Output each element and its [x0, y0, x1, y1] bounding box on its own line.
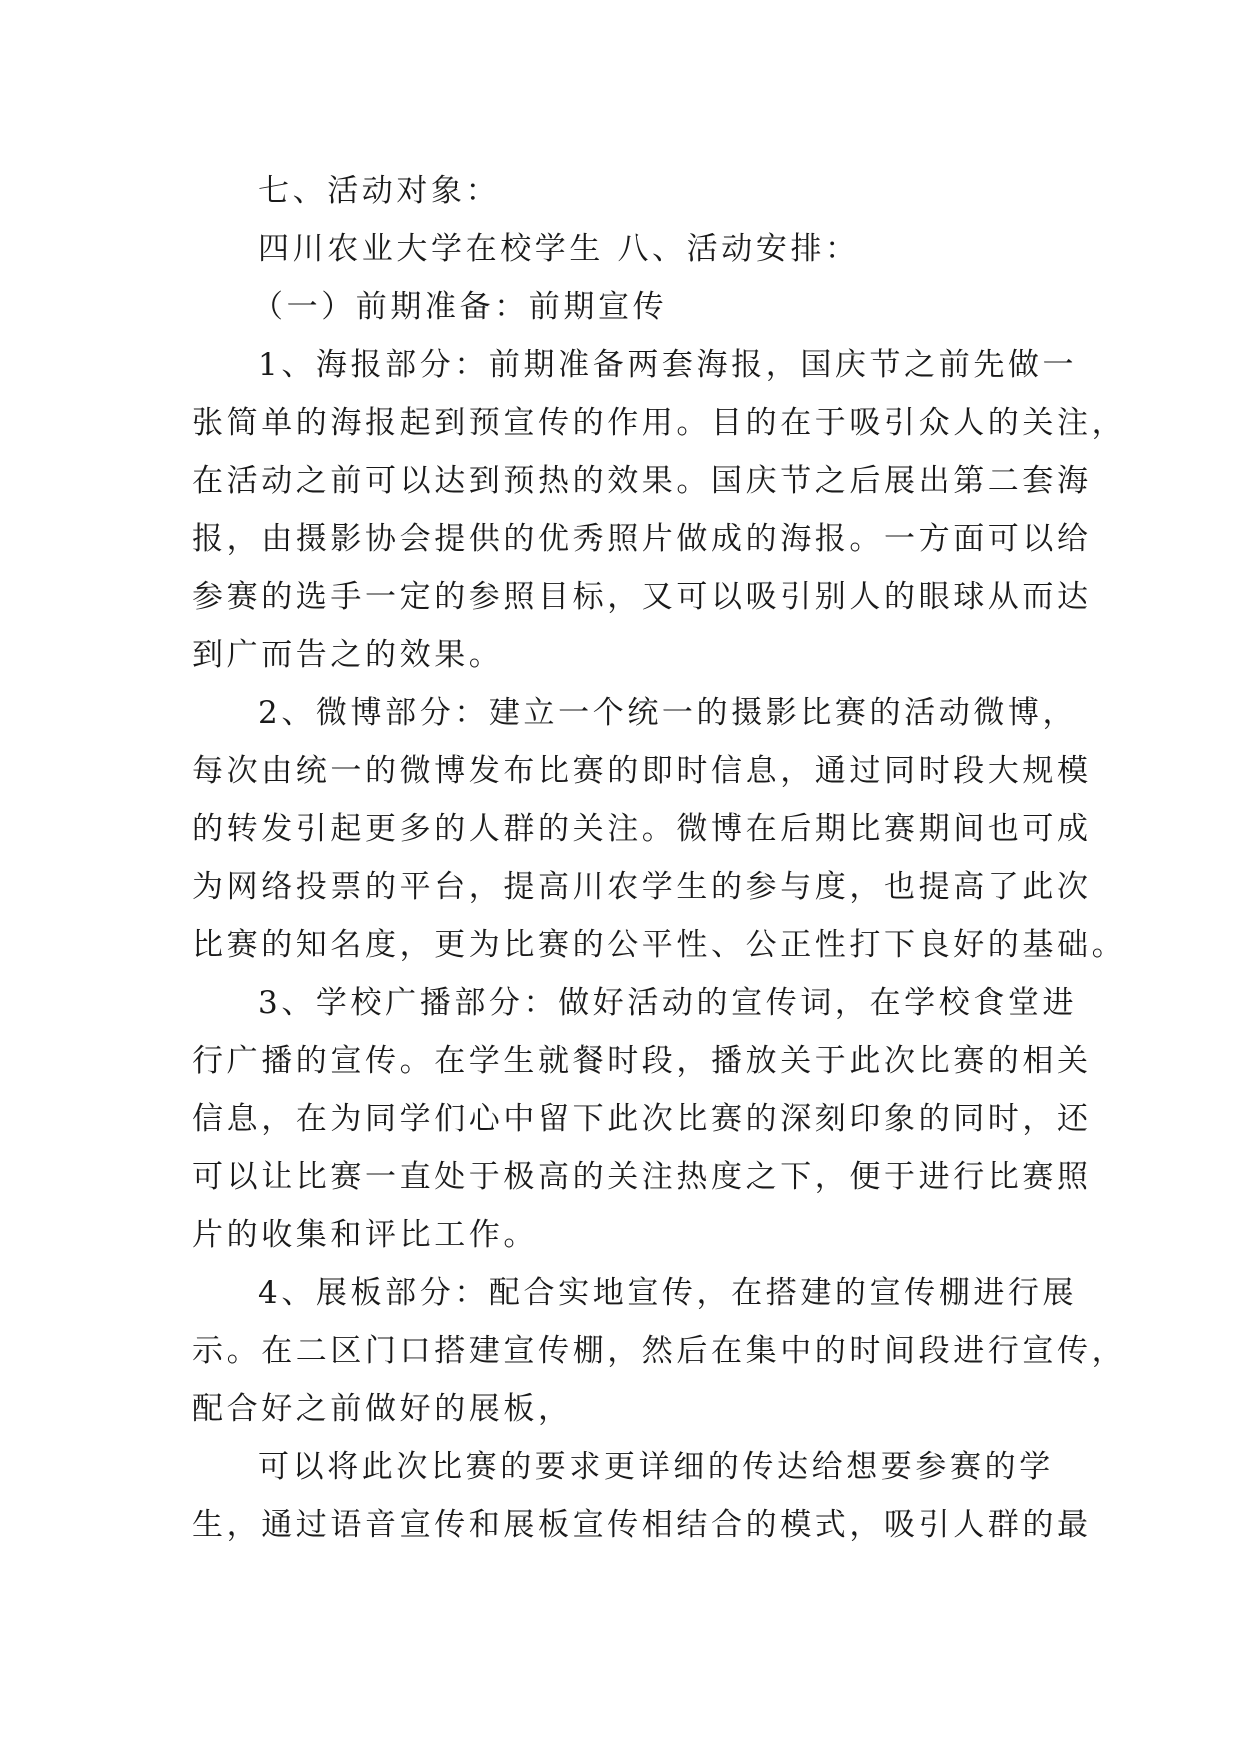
paragraph-line: 示。在二区门口搭建宣传棚，然后在集中的时间段进行宣传， [192, 1333, 1127, 1369]
paragraph-line: 张简单的海报起到预宣传的作用。目的在于吸引众人的关注， [192, 405, 1127, 441]
paragraph-line: 4、展板部分：配合实地宣传，在搭建的宣传棚进行展 [258, 1275, 1078, 1311]
paragraph-line: 四川农业大学在校学生 八、活动安排： [258, 231, 860, 267]
paragraph-line: 可以将此次比赛的要求更详细的传达给想要参赛的学 [258, 1449, 1054, 1485]
subheading-preparation: （一）前期准备：前期宣传 [252, 289, 668, 325]
paragraph-line: 的转发引起更多的人群的关注。微博在后期比赛期间也可成 [192, 811, 1092, 847]
paragraph-line: 报，由摄影协会提供的优秀照片做成的海报。一方面可以给 [192, 521, 1092, 557]
paragraph-line: 配合好之前做好的展板， [192, 1391, 573, 1427]
paragraph-line: 3、学校广播部分：做好活动的宣传词，在学校食堂进 [258, 985, 1078, 1021]
paragraph-line: 比赛的知名度，更为比赛的公平性、公正性打下良好的基础。 [192, 927, 1127, 963]
document-page [192, 162, 1127, 1554]
paragraph-line: 片的收集和评比工作。 [192, 1217, 538, 1253]
paragraph-line: 到广而告之的效果。 [192, 637, 504, 673]
paragraph-line: 生，通过语音宣传和展板宣传相结合的模式，吸引人群的最 [192, 1507, 1092, 1543]
paragraph-line: 在活动之前可以达到预热的效果。国庆节之后展出第二套海 [192, 463, 1092, 499]
paragraph-line: 行广播的宣传。在学生就餐时段，播放关于此次比赛的相关 [192, 1043, 1092, 1079]
paragraph-line: 每次由统一的微博发布比赛的即时信息，通过同时段大规模 [192, 753, 1092, 789]
paragraph-line: 参赛的选手一定的参照目标，又可以吸引别人的眼球从而达 [192, 579, 1092, 615]
paragraph-line: 信息，在为同学们心中留下此次比赛的深刻印象的同时，还 [192, 1101, 1092, 1137]
paragraph-line: 2、微博部分：建立一个统一的摄影比赛的活动微博， [258, 695, 1078, 731]
paragraph-line: 可以让比赛一直处于极高的关注热度之下，便于进行比赛照 [192, 1159, 1092, 1195]
paragraph-line: 1、海报部分：前期准备两套海报，国庆节之前先做一 [258, 347, 1078, 383]
heading-activity-target: 七、活动对象： [258, 173, 501, 209]
paragraph-line: 为网络投票的平台，提高川农学生的参与度，也提高了此次 [192, 869, 1092, 905]
